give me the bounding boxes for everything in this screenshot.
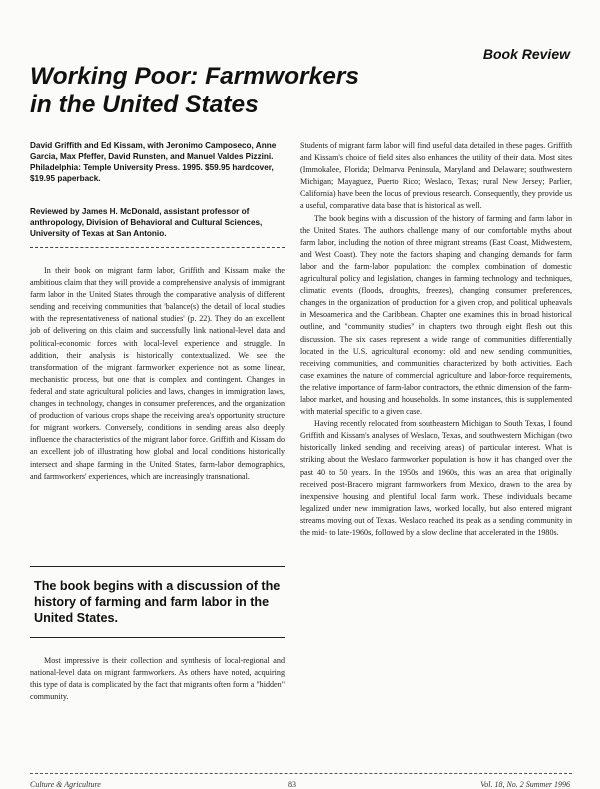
body-paragraph-right-2: The book begins with a discussion of the history of farming and farm labor in the United States. The authors challenge many of our comfortable myths about farm labor, including the notion of three migrant streams (East Coast, Midwestern, and West Coast). They note the factors shaping and changing demands for farm labor and the farm-labor population: the complex combination of domestic agricultural policy and legislation, changes in farming technology and techniques, climatic events (floods, droughts, freezes), changing consumer preferences, changes in the organization of production for a given crop, and political upheavals in Mesoamerica and the Caribbean. Chapter one examines this in broad historical outline, and "community studies" in chapters two through eight flesh out this discussion. The six cases represent a wide range of communities differentially located in the U.S. agricultural economy: old and new sending communities, receiving communities, and communities characterized by both activities. Each case examines the nature of commercial agriculture and labor-force requirements, the relative importance of farm-labor contractors, the ethnic dimension of the farm-labor market, and housing and households. In some instances, this is supplemented with material specific to a given case. <box>300 213 572 417</box>
pullquote: The book begins with a discussion of the history of farming and farm labor in the United States. <box>34 579 281 625</box>
body-paragraph-right-3: Having recently relocated from southeastern Michigan to South Texas, I found Griffith and Kissam's analyses of Weslaco, Texas, and southwestern Michigan (two historically linked sending and receiving areas) of particular interest. What is striking about the Weslaco farmworker population is how it has changed over the past 40 to 50 years. In the 1950s and 1960s, this was an area that originally received post-Bracero migrant farmworkers from Mexico, drawn to the area by inexpensive housing and plentiful local farm work. These individuals became legalized under new immigration laws, worked locally, but also entered migrant streams moving out of Texas. Weslaco reached its peak as a sending community in the mid- to late-1960s, followed by a slow decline that accelerated in the 1980s. <box>300 419 572 537</box>
body-paragraph-left-1: In their book on migrant farm labor, Griffith and Kissam make the ambitious claim that they will provide a comprehensive analysis of immigrant farm labor in the United States through the comparative analysis of different sending and receiving communities that 'balance(s) the detail of local studies with the representativeness of national studies' (p. 22). They do an excellent job of delivering on this claim and successfully link national-level data and political-economic forces with local-level experience and struggle. In addition, their analysis is historically contextualized. We see the transformation of the migrant farmworker experience not as some linear, mechanistic process, but one that is complex and contingent. Changes in federal and state agricultural policies and laws, changes in immigration laws, changes in technology, changes in consumer preferences, and the organization of production of various crops shape the receiving area's opportunity structure for migrant workers. Conversely, conditions in sending areas also deeply influence the characteristics of the migrant labor force. Griffith and Kissam do an excellent job of illustrating how global and local conditions historically intersect and shape farming in the United States, farm-labor demographics, and farmworkers' experiences, which are increasingly transnational. <box>30 266 285 481</box>
reviewer-byline: Reviewed by James H. McDonald, assistant professor of anthropology, Division of Behavioral and Cultural Sciences, University of Texas at San Antonio. <box>30 207 263 238</box>
article-title: Working Poor: Farmworkers in the United States <box>30 63 360 118</box>
footer-page-number: 83 <box>288 780 296 789</box>
body-paragraph-right-1: Students of migrant farm labor will find useful data detailed in these pages. Griffith and Kissam's choice of field sites also enhances the utility of their data. Most sites (Immokalee, Florida; Delmarva Peninsula, Maryland and Delaware; southwestern Michigan; Mayaguez, Puerto Rico; Weslaco, Texas; rural New Jersey; Parlier, California) have been the locus of previous research. Consequently, they provide us a useful, comparative data base that is historical as well. <box>300 141 572 211</box>
section-label: Book Review <box>482 46 570 62</box>
footer-divider <box>30 773 572 774</box>
footer-issue-info: Vol. 18, No. 2 Summer 1996 <box>480 780 570 789</box>
right-column <box>300 140 572 539</box>
footer-journal-name: Culture & Agriculture <box>30 780 101 789</box>
body-paragraph-left-2: Most impressive is their collection and synthesis of local-regional and national-level data on migrant farmworkers. As others have noted, acquiring this type of data is complicated by the fact that migrants often form a "hidden" community. <box>30 656 285 702</box>
book-citation: David Griffith and Ed Kissam, with Jeronimo Camposeco, Anne Garcia, Max Pfeffer, David Runsten, and Manuel Valdes Pizzini. Philadelphia: Temple University Press. 1995. $59.95 hardcover, $19.95 paperback. <box>30 141 277 183</box>
byline-divider <box>30 247 285 248</box>
